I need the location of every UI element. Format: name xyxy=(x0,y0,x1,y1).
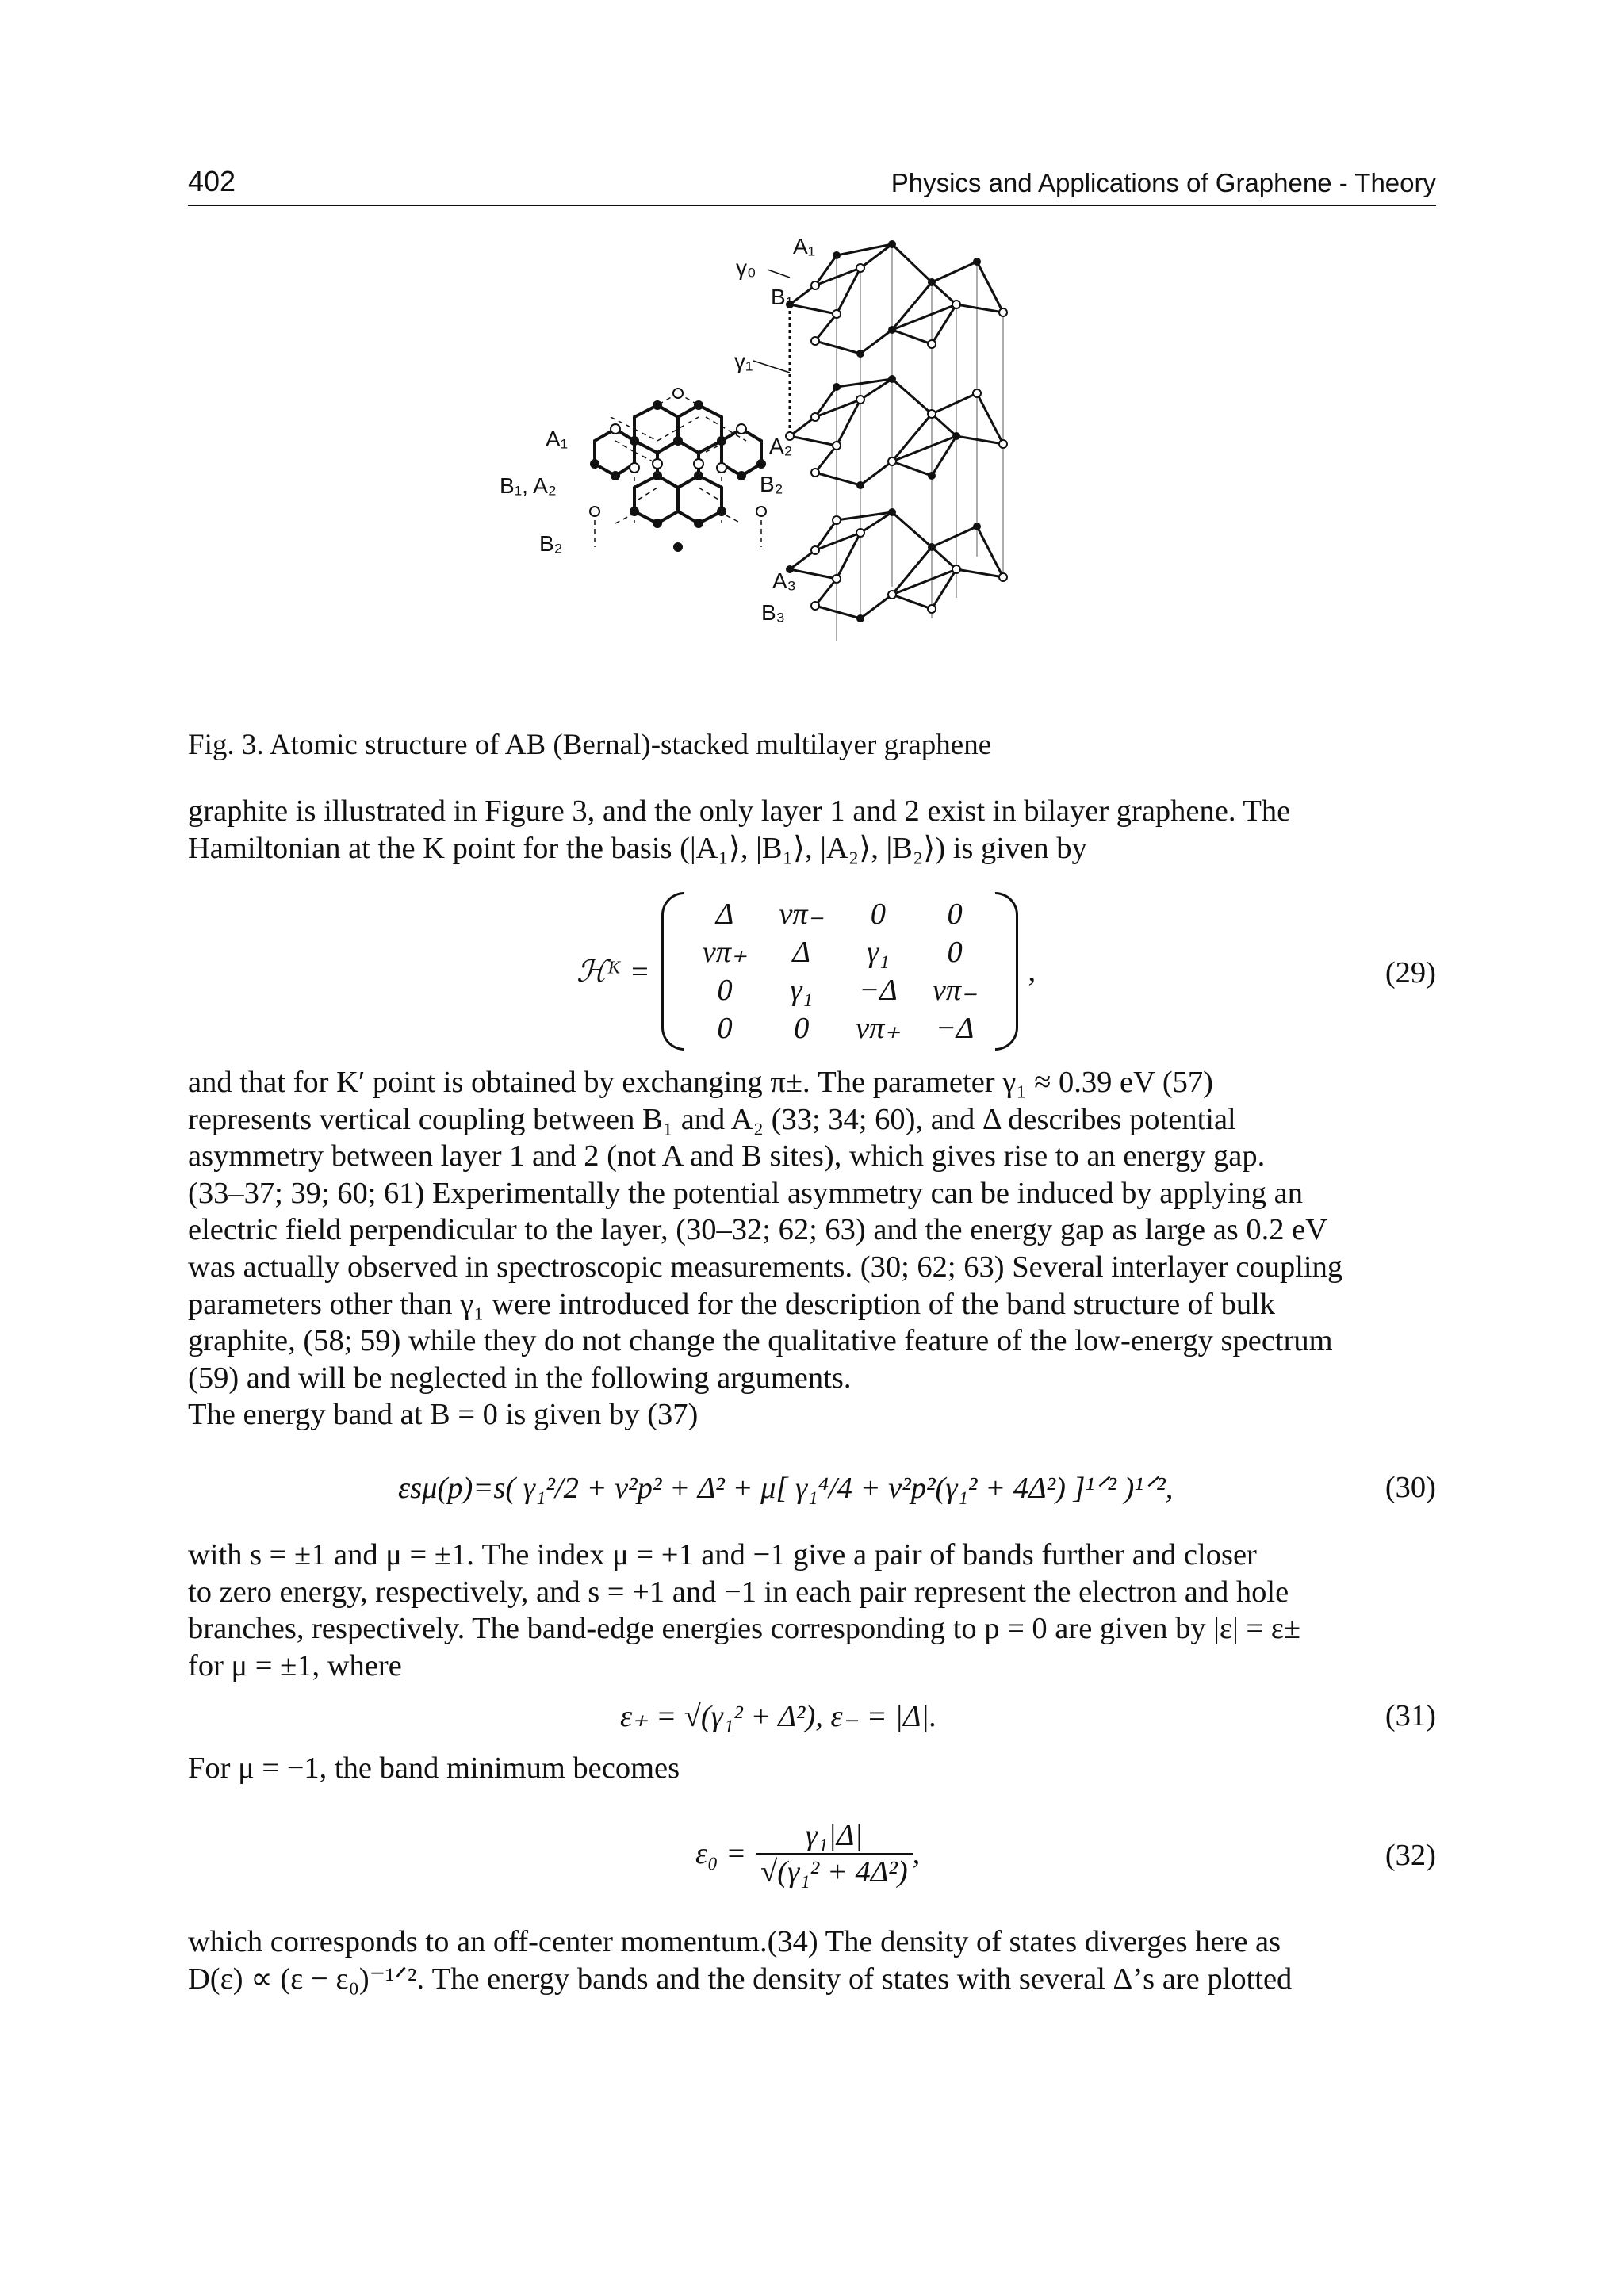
equation-30 xyxy=(188,1448,1436,1527)
matrix-cell: vπ₋ xyxy=(779,898,825,931)
text-line: (59) and will be neglected in the following arguments. xyxy=(188,1361,852,1395)
matrix-row xyxy=(687,971,994,1009)
matrix-cell: 0 xyxy=(947,936,963,969)
paragraph-density-of-states xyxy=(188,1924,1436,1997)
bracket-left xyxy=(661,892,684,1051)
label-B2: B₂ xyxy=(760,472,783,496)
text-line: graphite, (58; 59) while they do not change the qualitative feature of the low-energy spectrum xyxy=(188,1324,1333,1358)
matrix-cell: γ₁ xyxy=(790,974,813,1007)
figure-atomic-structure xyxy=(476,230,1174,722)
label-gamma1: γ₁ xyxy=(734,349,753,373)
paragraph-indices xyxy=(188,1537,1436,1684)
eq31-number: (31) xyxy=(1385,1699,1436,1732)
matrix-cell: 0 xyxy=(870,898,887,931)
top-view-lattice xyxy=(590,389,766,552)
page-header xyxy=(188,165,1436,206)
equation-29 xyxy=(188,892,1436,1051)
figure-caption: Fig. 3. Atomic structure of AB (Bernal)-stacked multilayer graphene xyxy=(188,729,992,761)
text-line: (33–37; 39; 60; 61) Experimentally the potential asymmetry can be induced by applying an xyxy=(188,1176,1303,1210)
text-line: For μ = −1, the band minimum becomes xyxy=(188,1751,680,1785)
text-line: parameters other than γ₁ were introduced for the description of the band structure of bulk xyxy=(188,1287,1276,1321)
equation-32 xyxy=(188,1806,1436,1901)
text-line: to zero energy, respectively, and s = +1 and −1 in each pair represent the electron and hole xyxy=(188,1575,1289,1609)
matrix-cell: vπ₊ xyxy=(856,1012,901,1045)
text-line: and that for K′ point is obtained by exchanging π±. The parameter γ₁ ≈ 0.39 eV (57) xyxy=(188,1066,1214,1099)
text-line: which corresponds to an off-center momentum.(34) The density of states diverges here as xyxy=(188,1925,1281,1958)
label-A3: A₃ xyxy=(772,568,797,593)
matrix-cell: 0 xyxy=(794,1012,810,1045)
matrix-cell: vπ₊ xyxy=(702,936,748,969)
eq32-denominator: √(γ₁² + 4Δ²) xyxy=(760,1855,908,1889)
matrix-cell: vπ₋ xyxy=(932,974,978,1007)
page-number: 402 xyxy=(188,165,236,197)
paragraph-intro xyxy=(188,793,1436,867)
label-A2: A₂ xyxy=(769,434,793,458)
text-line: branches, respectively. The band-edge energies corresponding to p = 0 are given by |ε| = ε± xyxy=(188,1612,1301,1646)
eq30-number: (30) xyxy=(1385,1471,1436,1504)
label-A1-top: A₁ xyxy=(793,234,816,258)
label-B1-top: B₁ xyxy=(771,285,794,309)
eq30-body: εsμ(p)=s( γ₁²/2 + v²p² + Δ² + μ[ γ₁⁴/4 + v²p²(γ₁² + 4Δ²) ]¹ᐟ² )¹ᐟ², xyxy=(398,1472,1174,1505)
figure-labels xyxy=(500,234,815,625)
matrix-row xyxy=(687,1009,994,1047)
label-left-A1: A₁ xyxy=(546,427,569,451)
matrix-row xyxy=(687,895,994,933)
text-line: Hamiltonian at the K point for the basis (|A₁⟩, |B₁⟩, |A₂⟩, |B₂⟩) is given by xyxy=(188,831,1087,865)
text-line: asymmetry between layer 1 and 2 (not A and B sites), which gives rise to an energy gap. xyxy=(188,1139,1266,1173)
label-left-B2: B₂ xyxy=(539,531,563,556)
eq31-body: ε₊ = √(γ₁² + Δ²), ε₋ = |Δ|. xyxy=(620,1700,937,1733)
eq32-number: (32) xyxy=(1385,1839,1436,1872)
bracket-right xyxy=(995,892,1018,1051)
running-head: Physics and Applications of Graphene - Theory xyxy=(891,168,1436,197)
matrix-cell: 0 xyxy=(717,974,733,1007)
matrix-cell: Δ xyxy=(792,936,810,969)
matrix-row xyxy=(687,933,994,971)
equation-31 xyxy=(188,1694,1436,1741)
eq32-tail: , xyxy=(912,1837,921,1870)
text-line: graphite is illustrated in Figure 3, and the only layer 1 and 2 exist in bilayer graphene. The xyxy=(188,794,1291,828)
text-line: with s = ±1 and μ = ±1. The index μ = +1 and −1 give a pair of bands further and closer xyxy=(188,1538,1257,1571)
paragraph-parameters xyxy=(188,1064,1436,1434)
eq32-lhs: ε₀ = xyxy=(695,1837,747,1870)
label-left-B1A2: B₁, A₂ xyxy=(500,473,557,498)
text-line: D(ε) ∝ (ε − ε₀)⁻¹ᐟ². The energy bands and the density of states with several Δ’s are plotted xyxy=(188,1962,1293,1996)
matrix-cell: 0 xyxy=(717,1012,733,1045)
eq29-tail: , xyxy=(1028,955,1036,988)
text-line: for μ = ±1, where xyxy=(188,1648,402,1682)
eq32-numerator: γ₁|Δ| xyxy=(756,1818,913,1855)
text-line: was actually observed in spectroscopic measurements. (30; 62; 63) Several interlayer coupling xyxy=(188,1250,1343,1284)
text-line: represents vertical coupling between B₁ and A₂ (33; 34; 60), and Δ describes potential xyxy=(188,1102,1236,1136)
matrix-cell: Δ xyxy=(715,898,734,931)
text-line: The energy band at B = 0 is given by (37) xyxy=(188,1398,699,1432)
matrix-cell: 0 xyxy=(947,898,963,931)
paragraph-band-minimum xyxy=(188,1750,1436,1787)
matrix-cell: −Δ xyxy=(859,974,898,1007)
text-line: electric field perpendicular to the layer, (30–32; 62; 63) and the energy gap as large as 0.2 eV xyxy=(188,1213,1328,1247)
matrix-cell: −Δ xyxy=(935,1012,975,1045)
label-gamma0: γ₀ xyxy=(736,255,756,280)
matrix-cell: γ₁ xyxy=(867,936,890,969)
eq29-matrix xyxy=(661,895,1019,1047)
label-B3: B₃ xyxy=(761,600,786,625)
eq32-fraction xyxy=(756,1818,913,1889)
eq29-number: (29) xyxy=(1385,956,1436,990)
eq29-lhs: ℋᴷ = xyxy=(576,955,650,989)
